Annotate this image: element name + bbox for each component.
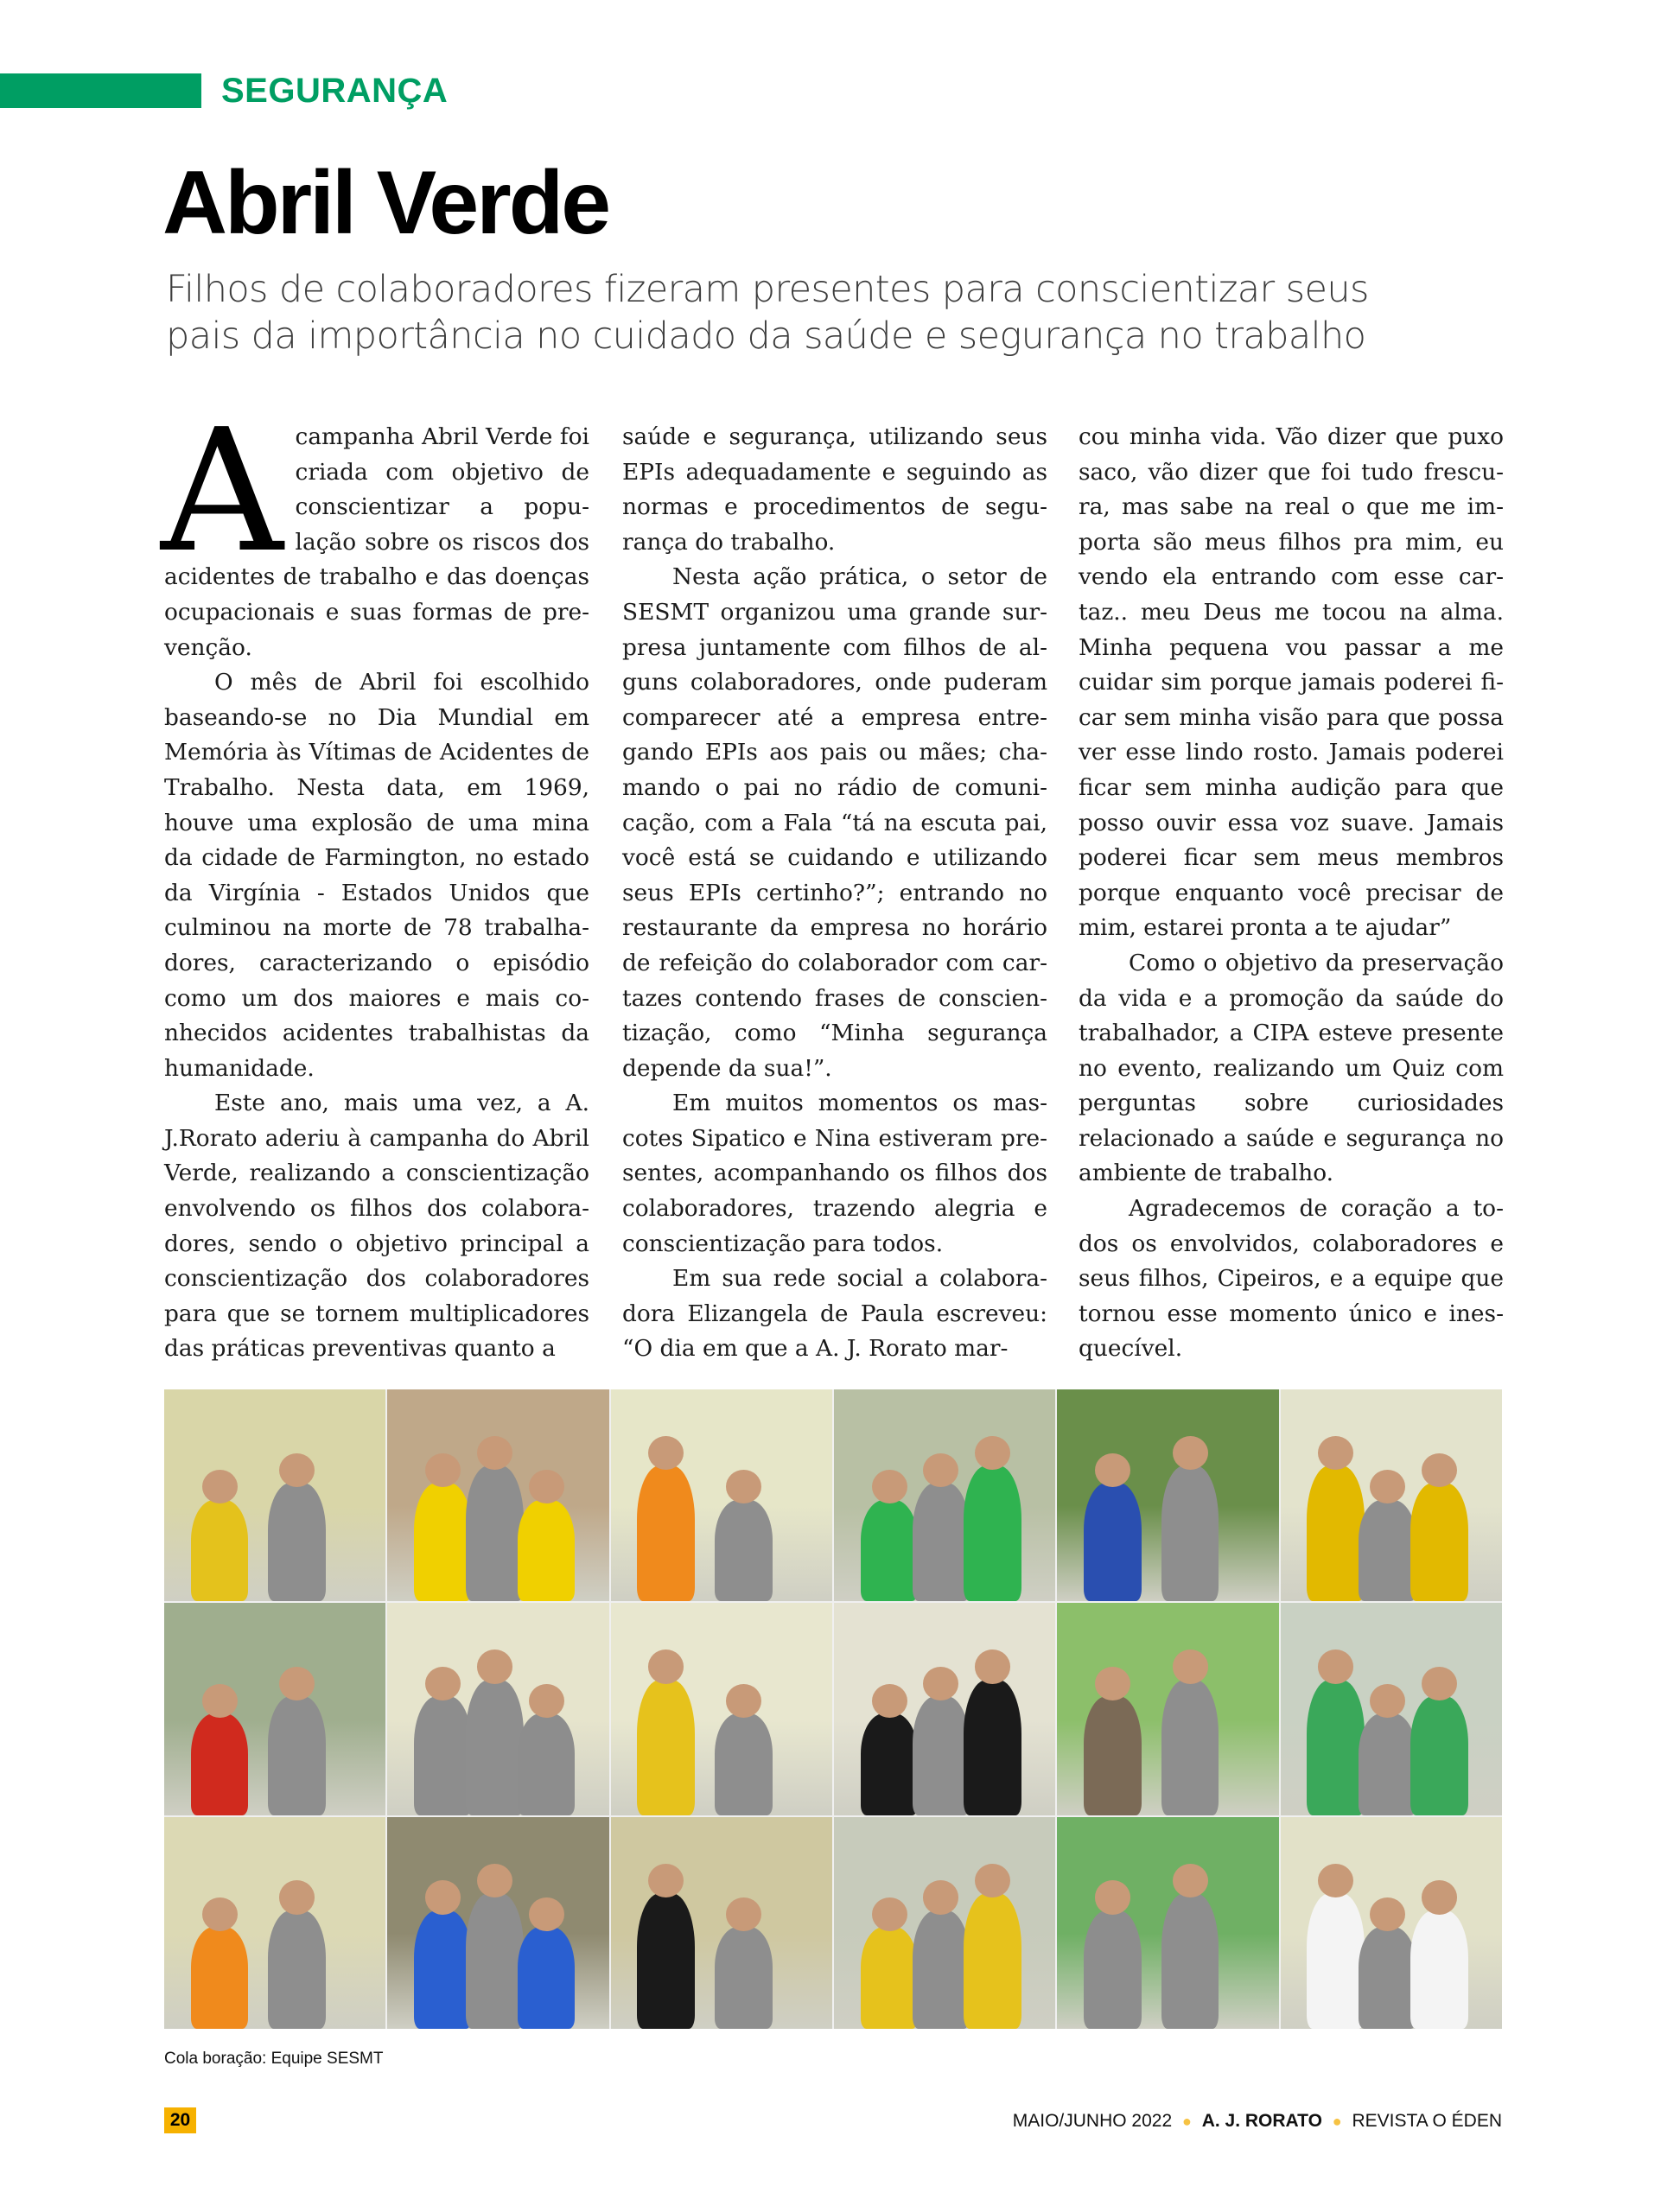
- person-figure: [861, 1500, 919, 1602]
- person-figure: [191, 1713, 249, 1815]
- person-figure: [1084, 1910, 1142, 2029]
- paragraph: O mês de Abril foi escolhido baseando-se no Dia Mundial em Memória às Vítimas de Acidentes de Trabalho. Nesta data, em 1969, houve uma explosão de uma mina da cidade de Farmington, no estado da Virgínia - Estados Unidos que culminou na morte de 78 trabalhadores, caracterizando o episódio como um dos maiores e mais conhecidos acidentes trabalhistas da humanidade.: [164, 669, 589, 1082]
- person-head: [279, 1453, 315, 1487]
- person-figure: [913, 1910, 970, 2029]
- collage-photo: [387, 1389, 608, 1601]
- person-figure: [191, 1500, 249, 1602]
- page-number-badge: 20: [164, 2107, 196, 2133]
- magazine-name: REVISTA O ÉDEN: [1352, 2111, 1502, 2131]
- person-figure: [1307, 1465, 1365, 1601]
- person-head: [202, 1684, 238, 1718]
- collage-photo: [611, 1817, 832, 2029]
- person-head: [1173, 1864, 1208, 1897]
- person-figure: [861, 1927, 919, 2029]
- collage-photo: [834, 1817, 1055, 2029]
- collage-photo: [387, 1817, 608, 2029]
- person-figure: [1410, 1483, 1468, 1601]
- person-figure: [414, 1910, 472, 2029]
- paragraph: cou minha vida. Vão dizer que puxo saco, vão dizer que foi tudo frescura, mas sabe na real o que me importa são meus filhos pra mim, eu vendo ela entrando com esse cartaz.. meu Deus me tocou na alma. Minha pequena vou passar a me cuidar sim porque jamais poderei ficar sem minha visão para que possa ver esse lindo rosto. Jamais poderei ficar sem minha audição para que posso ouvir essa voz suave. Jamais poderei ficar sem meus membros porque enquanto você precisar de mim, estarei pronta a te ajudar”: [1079, 423, 1504, 942]
- person-figure: [466, 1893, 524, 2029]
- person-figure: [466, 1465, 524, 1601]
- article-title: Abril Verde: [162, 153, 609, 253]
- person-figure: [518, 1713, 576, 1815]
- article-column-3: [1079, 420, 1504, 1367]
- paragraph: saúde e segurança, utilizando seus EPIs adequadamente e seguindo as normas e procedimentos de segurança do trabalho.: [622, 423, 1047, 556]
- issue-date: MAIO/JUNHO 2022: [1012, 2111, 1173, 2131]
- article-subtitle: [166, 266, 1531, 359]
- person-figure: [1307, 1893, 1365, 2029]
- person-figure: [414, 1696, 472, 1815]
- section-color-bar: [0, 73, 201, 108]
- person-figure: [1410, 1696, 1468, 1815]
- person-figure: [1359, 1927, 1416, 2029]
- person-head: [872, 1470, 907, 1503]
- person-head: [872, 1897, 907, 1931]
- person-figure: [637, 1680, 695, 1815]
- person-head: [1095, 1667, 1130, 1700]
- company-name: A. J. RORATO: [1201, 2111, 1322, 2131]
- person-head: [923, 1880, 958, 1914]
- article-column-2: [622, 420, 1047, 1367]
- person-figure: [715, 1927, 773, 2029]
- collage-photo: [1057, 1817, 1278, 2029]
- person-head: [202, 1470, 238, 1503]
- person-head: [648, 1864, 684, 1897]
- person-figure: [191, 1927, 249, 2029]
- person-head: [529, 1684, 564, 1718]
- person-head: [1318, 1864, 1353, 1897]
- person-figure: [1307, 1680, 1365, 1815]
- person-figure: [1084, 1696, 1142, 1815]
- paragraph: Em sua rede social a colaboradora Elizangela de Paula escreveu: “O dia em que a A. J. Rorato mar-: [622, 1265, 1047, 1363]
- subtitle-line: Filhos de colaboradores fizeram presentes para conscientizar seus: [166, 268, 1369, 311]
- person-head: [1318, 1649, 1353, 1683]
- person-figure: [913, 1696, 970, 1815]
- person-figure: [861, 1713, 919, 1815]
- person-head: [202, 1897, 238, 1931]
- person-figure: [268, 1483, 326, 1601]
- person-head: [1095, 1453, 1130, 1487]
- collage-photo: [1281, 1603, 1502, 1815]
- person-figure: [1161, 1680, 1219, 1815]
- person-head: [726, 1684, 761, 1718]
- collage-photo: [1057, 1603, 1278, 1815]
- person-head: [975, 1649, 1010, 1683]
- person-figure: [518, 1927, 576, 2029]
- person-head: [1173, 1649, 1208, 1683]
- person-figure: [1410, 1910, 1468, 2029]
- collage-photo: [1281, 1389, 1502, 1601]
- collage-photo: [164, 1603, 385, 1815]
- collage-photo: [1281, 1817, 1502, 2029]
- person-head: [1173, 1436, 1208, 1470]
- person-head: [1422, 1453, 1457, 1487]
- person-head: [1370, 1897, 1405, 1931]
- person-head: [975, 1864, 1010, 1897]
- person-figure: [1084, 1483, 1142, 1601]
- paragraph: campanha Abril Verde foi criada com objetivo de conscientizar a população sobre os riscos dos acidentes de trabalho e das doenças ocupacionais e suas formas de prevenção.: [164, 423, 589, 661]
- collage-photo: [834, 1603, 1055, 1815]
- collage-photo: [164, 1389, 385, 1601]
- person-head: [529, 1897, 564, 1931]
- person-head: [726, 1897, 761, 1931]
- person-figure: [1359, 1500, 1416, 1602]
- person-figure: [1161, 1465, 1219, 1601]
- collage-photo: [1057, 1389, 1278, 1601]
- collage-photo: [834, 1389, 1055, 1601]
- person-figure: [1161, 1893, 1219, 2029]
- collage-photo: [611, 1603, 832, 1815]
- person-head: [1422, 1667, 1457, 1700]
- person-figure: [964, 1893, 1021, 2029]
- person-head: [1370, 1684, 1405, 1718]
- person-figure: [637, 1465, 695, 1601]
- collage-photo: [611, 1389, 832, 1601]
- subtitle-line: pais da importância no cuidado da saúde e segurança no trabalho: [166, 315, 1366, 358]
- person-figure: [268, 1696, 326, 1815]
- paragraph: Como o objetivo da preservação da vida e a promoção da saúde do trabalhador, a CIPA esteve presente no evento, realizando um Quiz com perguntas sobre curiosidades relacionado a saúde e segurança no ambiente de trabalho.: [1079, 949, 1504, 1187]
- running-footer: [1013, 2108, 1502, 2134]
- person-head: [648, 1649, 684, 1683]
- person-figure: [637, 1893, 695, 2029]
- person-figure: [913, 1483, 970, 1601]
- person-head: [1095, 1880, 1130, 1914]
- person-head: [529, 1470, 564, 1503]
- person-figure: [964, 1465, 1021, 1601]
- person-figure: [414, 1483, 472, 1601]
- person-head: [425, 1667, 461, 1700]
- person-head: [425, 1880, 461, 1914]
- person-head: [279, 1880, 315, 1914]
- person-head: [923, 1453, 958, 1487]
- person-head: [477, 1436, 512, 1470]
- photo-collage: [164, 1389, 1502, 2029]
- collage-photo: [387, 1603, 608, 1815]
- drop-cap: A: [161, 393, 283, 590]
- person-figure: [715, 1500, 773, 1602]
- person-head: [477, 1864, 512, 1897]
- separator-dot-icon: ●: [1181, 2113, 1192, 2130]
- separator-dot-icon: ●: [1332, 2113, 1342, 2130]
- person-figure: [268, 1910, 326, 2029]
- person-figure: [715, 1713, 773, 1815]
- article-column-1: [161, 393, 589, 1367]
- person-head: [477, 1649, 512, 1683]
- person-head: [425, 1453, 461, 1487]
- paragraph: Este ano, mais uma vez, a A. J.Rorato aderiu à campanha do Abril Verde, realizando a conscientização envolvendo os filhos dos colaboradores, sendo o objetivo principal a conscientização dos colaboradores para que se tornem multiplicadores das práticas preventivas quanto a: [164, 1090, 589, 1363]
- person-head: [1422, 1880, 1457, 1914]
- collage-photo: [164, 1817, 385, 2029]
- person-figure: [1359, 1713, 1416, 1815]
- person-head: [872, 1684, 907, 1718]
- paragraph: Em muitos momentos os mascotes Sipatico e Nina estiveram presentes, acompanhando os filhos dos colaboradores, trazendo alegria e conscientização para todos.: [622, 1090, 1047, 1257]
- paragraph: Agradecemos de coração a todos os envolvidos, colaboradores e seus filhos, Cipeiros, e a equipe que tornou esse momento único e inesquecível.: [1079, 1195, 1504, 1363]
- person-figure: [466, 1680, 524, 1815]
- section-label: SEGURANÇA: [221, 72, 449, 110]
- person-figure: [964, 1680, 1021, 1815]
- photo-credit: Cola boração: Equipe SESMT: [164, 2050, 384, 2068]
- paragraph: Nesta ação prática, o setor de SESMT organizou uma grande surpresa juntamente com filhos de alguns colaboradores, onde puderam comparecer até a empresa entregando EPIs aos pais ou mães; chamando o pai no rádio de comunicação, com a Fala “tá na escuta pai, você está se cuidando e utilizando seus EPIs certinho?”; entrando no restaurante da empresa no horário de refeição do colaborador com cartazes contendo frases de conscientização, como “Minha segurança depende da sua!”.: [622, 563, 1047, 1082]
- person-figure: [518, 1500, 576, 1602]
